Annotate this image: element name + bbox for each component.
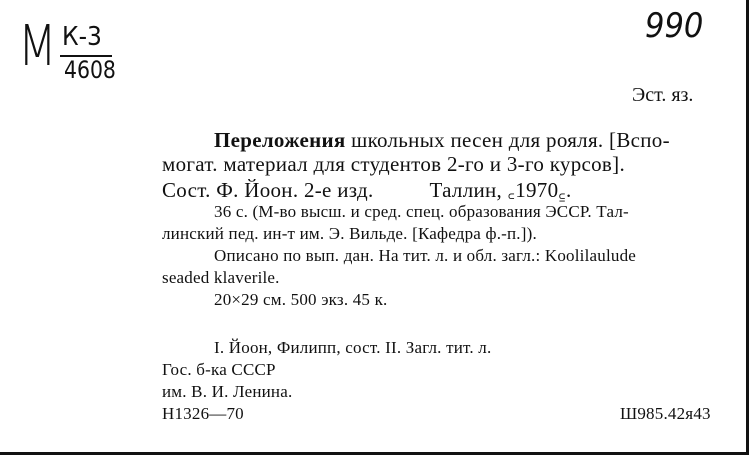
title-rest: школьных песен для рояля. [Вспо- <box>345 128 670 152</box>
tracings-line-2: Гос. б-ка СССР <box>162 360 276 379</box>
description-line-5: 20×29 см. 500 экз. 45 к. <box>214 290 388 309</box>
classification-code: Ш985.42я43 <box>620 404 711 423</box>
description-line-2: линский пед. ин-т им. Э. Вильде. [Кафедра ф.-п.]). <box>162 224 537 243</box>
description-line-3: Описано по вып. дан. На тит. л. и обл. загл.: Koolilaulude <box>214 246 637 265</box>
title-bold: Переложения <box>214 128 346 152</box>
handwritten-letter: M <box>18 14 57 79</box>
title-line-3 <box>162 176 572 204</box>
edition-statement: Сост. Ф. Йоон. 2-е изд. <box>162 178 374 202</box>
title-line-2: могат. материал для студентов 2-го и 3-го курсов]. <box>162 152 625 176</box>
language-note: Эст. яз. <box>632 84 694 106</box>
registration-code: Н1326—70 <box>162 404 244 423</box>
handwritten-code: К-3 <box>62 22 102 52</box>
tracings-line-1: I. Йоон, Филипп, сост. II. Загл. тит. л. <box>214 338 492 357</box>
description-line-1: 36 с. (М-во высш. и сред. спец. образования ЭССР. Тал- <box>214 202 629 221</box>
handwritten-number: 4608 <box>64 56 116 84</box>
title-line-1 <box>214 128 670 153</box>
tracings-line-3: им. В. И. Ленина. <box>162 382 293 401</box>
handwritten-card-number: 990 <box>645 6 704 46</box>
description-line-4: seaded klaverile. <box>162 268 280 287</box>
imprint: Таллин, ꜀1970꜁. <box>429 178 572 202</box>
